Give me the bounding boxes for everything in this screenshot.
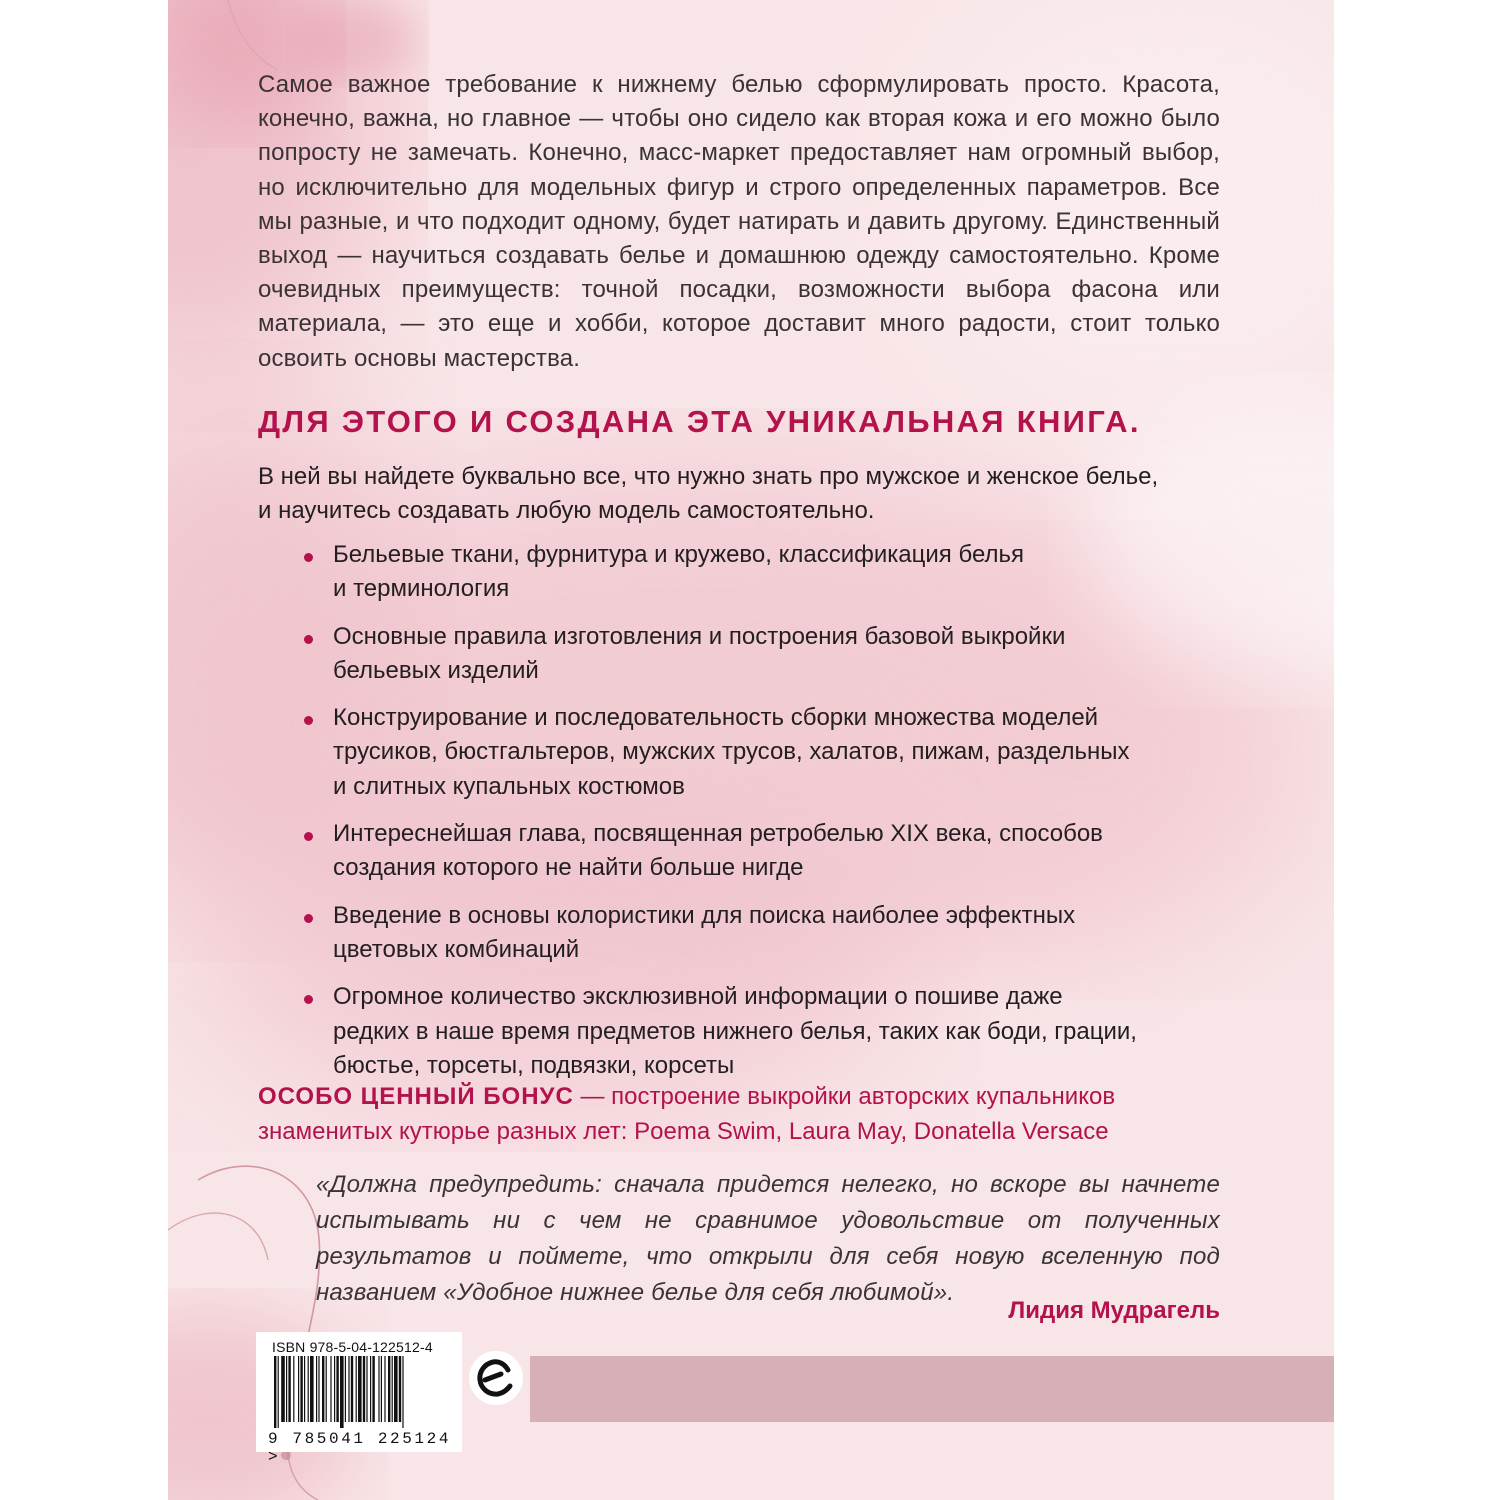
- list-item-line: бельевых изделий: [333, 656, 539, 684]
- barcode-bar: [358, 1356, 362, 1422]
- list-item-line: трусиков, бюстгальтеров, мужских трусов, халатов, пижам, раздельных: [333, 738, 1130, 766]
- bullet-icon: [304, 995, 313, 1004]
- list-item-line: создания которого не найти больше нигде: [333, 854, 804, 882]
- list-item-line: бюстье, торсеты, подвязки, корсеты: [333, 1051, 735, 1079]
- bonus-line-1: — построение выкройки авторских купальников: [573, 1083, 1116, 1110]
- barcode-bar: [366, 1356, 367, 1422]
- isbn-label: ISBN 978-5-04-122512-4: [272, 1339, 433, 1355]
- barcode-bar: [378, 1356, 379, 1422]
- barcode-bar: [288, 1356, 290, 1422]
- intro-paragraph: Самое важное требование к нижнему белью сформулировать просто. Красота, конечно, важна, но главное — чтобы оно сидело как вторая кожа и его можно было попросту не замечать. Конечно, масс-маркет предоставляет нам огромный выбор, но исключительно для модельных фигур и строго определенных параметров. Все мы разные, и что подходит одному, будет натирать и давить другому. Единственный выход — научиться создавать белье и домашнюю одежду самостоятельно. Кроме очевидных преимуществ: точной посадки, возможности выбора фасона или материала, — это еще и хобби, которое доставит много радости, стоит только освоить основы мастерства.: [258, 71, 1220, 372]
- barcode-bar: [370, 1356, 371, 1422]
- barcode-bar: [326, 1356, 327, 1422]
- barcode-bar: [363, 1356, 365, 1422]
- headline: ДЛЯ ЭТОГО И СОЗДАНА ЭТА УНИКАЛЬНАЯ КНИГА.: [258, 404, 1141, 439]
- lead-paragraph: [258, 460, 1258, 528]
- barcode-bar: [394, 1356, 398, 1422]
- bottom-color-band: [530, 1356, 1334, 1422]
- barcode-bar: [281, 1356, 285, 1422]
- lead-line-1: В ней вы найдете буквально все, что нужно знать про мужское и женское белье,: [258, 463, 1159, 490]
- bullet-icon: [304, 635, 313, 644]
- list-item-line: Бельевые ткани, фурнитура и кружево, классификация белья: [333, 541, 1024, 568]
- ean-digits: 9 785041 225124 >: [268, 1430, 452, 1466]
- barcode-bar: [336, 1356, 338, 1422]
- feature-list: [296, 538, 1216, 1096]
- barcode-bar: [308, 1356, 309, 1422]
- barcode-bar: [322, 1356, 324, 1422]
- list-item: [296, 817, 1216, 886]
- barcode-bar: [351, 1356, 353, 1422]
- list-item: [296, 980, 1216, 1083]
- barcode-bar: [348, 1356, 349, 1422]
- barcode-bar: [372, 1356, 374, 1422]
- barcode-bar: [384, 1356, 385, 1422]
- cover-text: [168, 0, 1334, 1500]
- bullet-icon: [304, 716, 313, 725]
- list-item-line: Огромное количество эксклюзивной информации о пошиве даже: [333, 983, 1063, 1011]
- author-name: Лидия Мудрагель: [1008, 1297, 1220, 1324]
- barcode-bar: [340, 1356, 344, 1428]
- barcode-icon: [272, 1356, 448, 1428]
- barcode-bar: [381, 1356, 382, 1422]
- lead-line-2: и научитесь создавать любую модель самостоятельно.: [258, 497, 875, 524]
- list-item: [296, 538, 1216, 607]
- list-item-line: и слитных купальных костюмов: [333, 772, 685, 800]
- barcode-bar: [278, 1356, 279, 1428]
- bullet-icon: [304, 553, 313, 562]
- list-item: [296, 701, 1216, 804]
- bullet-icon: [304, 914, 313, 923]
- barcode-block: [256, 1332, 462, 1466]
- barcode-bar: [300, 1356, 302, 1422]
- barcode-bar: [318, 1356, 319, 1422]
- barcode-bar: [274, 1356, 276, 1428]
- barcode-bar: [293, 1356, 294, 1422]
- barcode-bar: [334, 1356, 335, 1422]
- list-item-line: Введение в основы колористики для поиска наиболее эффектных: [333, 901, 1076, 929]
- book-back-cover: [168, 0, 1334, 1500]
- barcode-bar: [392, 1356, 393, 1422]
- barcode-bar: [286, 1356, 287, 1422]
- list-item-line: цветовых комбинаций: [333, 935, 580, 963]
- list-item: [296, 620, 1216, 689]
- author-quote: «Должна предупредить: сначала придется нелегко, но вскоре вы начнете испытывать ни с чем не сравнимое удовольствие от полученных результатов и поймете, что открыли для себя новую вселенную под названием «Удобное нижнее белье для себя любимой».: [316, 1171, 1220, 1306]
- list-item-line: редких в наше время предметов нижнего белья, таких как боди, грации,: [333, 1017, 1137, 1045]
- bonus-paragraph: [258, 1080, 1258, 1149]
- list-item: [296, 899, 1216, 968]
- bonus-title: ОСОБО ЦЕННЫЙ БОНУС: [258, 1083, 574, 1110]
- bonus-line-2: знаменитых кутюрье разных лет: Poema Swim, Laura May, Donatella Versace: [258, 1117, 1109, 1145]
- barcode-bar: [330, 1356, 331, 1422]
- barcode-bar: [356, 1356, 357, 1422]
- barcode-bar: [316, 1356, 317, 1422]
- barcode-bar: [298, 1356, 299, 1422]
- barcode-bar: [345, 1356, 346, 1422]
- list-item-line: Основные правила изготовления и построения базовой выкройки: [333, 622, 1066, 650]
- list-item-line: и терминология: [333, 575, 510, 603]
- barcode-bar: [399, 1356, 401, 1422]
- eksmo-e-logo-icon: [468, 1350, 524, 1406]
- barcode-bar: [304, 1356, 305, 1422]
- list-item-line: Конструирование и последовательность сборки множества моделей: [333, 704, 1099, 732]
- list-item-line: Интереснейшая глава, посвященная ретробелью XIX века, способов: [333, 820, 1103, 848]
- bullet-icon: [304, 832, 313, 841]
- barcode-bar: [310, 1356, 314, 1422]
- barcode-bar: [402, 1356, 403, 1428]
- barcode-bar: [388, 1356, 390, 1422]
